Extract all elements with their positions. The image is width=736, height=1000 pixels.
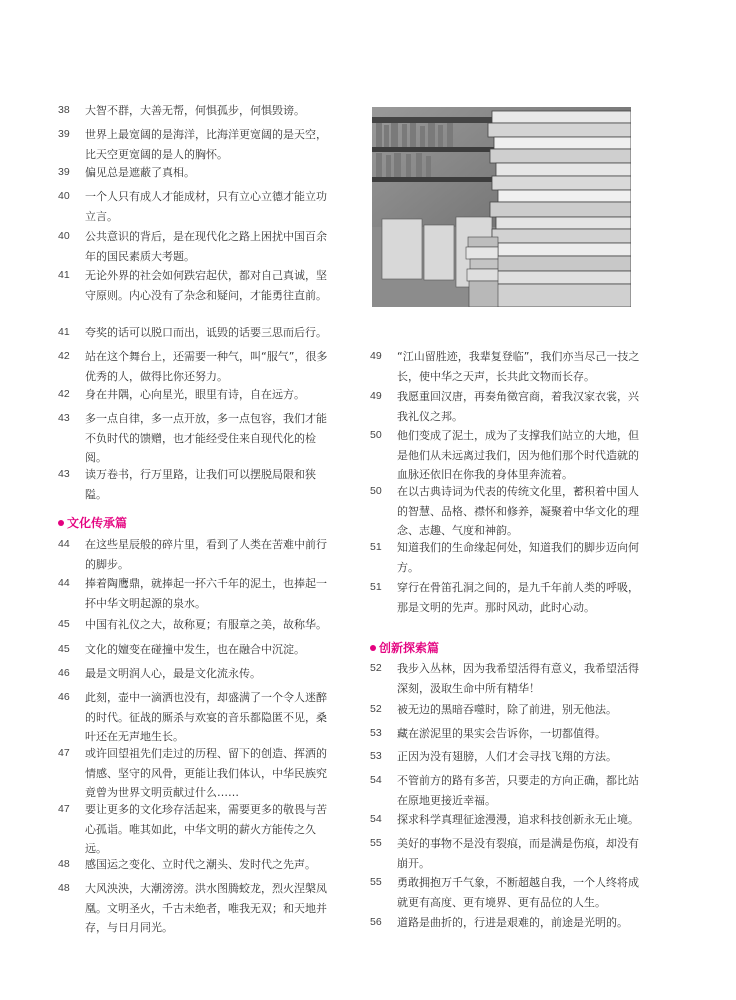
quote-text: 藏在淤泥里的果实会告诉你，一切都值得。 [397, 727, 606, 740]
quote-text: 探求科学真理征途漫漫，追求科技创新永无止境。 [397, 813, 639, 826]
quote-number: 43 [58, 412, 70, 424]
quote-number: 45 [58, 643, 70, 655]
quote-text: 感国运之变化、立时代之潮头、发时代之先声。 [85, 858, 316, 871]
quote-item [58, 323, 333, 343]
quote-number: 53 [370, 727, 382, 739]
quote-number: 52 [370, 703, 382, 715]
quote-item [58, 688, 333, 747]
section-heading-culture [58, 515, 127, 531]
section-heading-innovation [370, 640, 439, 656]
quote-item [370, 771, 648, 810]
quote-number: 41 [58, 326, 70, 338]
quote-number: 48 [58, 858, 70, 870]
quote-item [58, 535, 333, 574]
quote-item [58, 664, 333, 684]
quote-item [58, 163, 333, 183]
quote-number: 42 [58, 388, 70, 400]
quote-number: 55 [370, 837, 382, 849]
quote-number: 45 [58, 618, 70, 630]
quote-item [58, 574, 333, 613]
quote-text: 身在井隅，心向星光，眼里有诗，自在远方。 [85, 388, 305, 401]
quote-number: 43 [58, 468, 70, 480]
quote-item [370, 578, 648, 617]
quote-text: 多一点自律，多一点开放，多一点包容，我们才能不负时代的馈赠，也才能经受住来自现代化的检阅。 [85, 412, 327, 464]
quote-text: 一个人只有成人才能成材，只有立心立德才能立功立言。 [85, 190, 327, 223]
quote-item [370, 659, 648, 698]
quote-text: 夸奖的话可以脱口而出，诋毁的话要三思而后行。 [85, 326, 327, 339]
quote-text: 知道我们的生命缘起何处，知道我们的脚步迈向何方。 [397, 541, 639, 574]
quote-text: 站在这个舞台上，还需要一种气，叫“服气”，很多优秀的人，做得比你还努力。 [85, 350, 328, 383]
quote-number: 54 [370, 774, 382, 786]
quote-item [58, 465, 333, 504]
quote-text: 美好的事物不是没有裂痕，而是满是伤痕，却没有崩开。 [397, 837, 639, 870]
quote-number: 48 [58, 882, 70, 894]
quote-item [58, 800, 333, 859]
quote-text: 被无边的黑暗吞噬时，除了前进，别无他法。 [397, 703, 617, 716]
quote-number: 49 [370, 350, 382, 362]
quote-item [58, 640, 333, 660]
quote-number: 52 [370, 662, 382, 674]
section-heading-label: 创新探索篇 [379, 641, 440, 655]
quote-item [58, 879, 333, 938]
quote-item [370, 913, 648, 933]
quote-text: 不管前方的路有多苦，只要走的方向正确，都比站在原地更接近幸福。 [397, 774, 639, 807]
quote-item [58, 744, 333, 803]
books-photo [372, 107, 631, 307]
quote-number: 38 [58, 104, 70, 116]
quote-number: 44 [58, 577, 70, 589]
quote-text: 大智不群，大善无帮，何惧孤步，何惧毁谤。 [85, 104, 305, 117]
quote-number: 51 [370, 541, 382, 553]
quote-item [370, 347, 648, 386]
quote-text: 他们变成了泥土，成为了支撑我们站立的大地，但是他们从未远离过我们，因为他们那个时代造就的血脉还依旧在你我的身体里奔流着。 [397, 429, 639, 481]
quote-number: 49 [370, 390, 382, 402]
quote-number: 39 [58, 128, 70, 140]
quote-number: 54 [370, 813, 382, 825]
quote-number: 53 [370, 750, 382, 762]
quote-item [58, 855, 333, 875]
quote-text: 穿行在骨笛孔洞之间的，是九千年前人类的呼吸，那是文明的先声。那时风动，此时心动。 [397, 581, 639, 614]
books-illustration [372, 107, 631, 307]
quote-text: 在这些星辰般的碎片里，看到了人类在苦难中前行的脚步。 [85, 538, 327, 571]
quote-number: 50 [370, 429, 382, 441]
quote-item [370, 538, 648, 577]
quote-item [370, 724, 648, 744]
quote-number: 46 [58, 667, 70, 679]
quote-item [370, 747, 648, 767]
quote-number: 39 [58, 166, 70, 178]
quote-item [370, 426, 648, 485]
section-heading-label: 文化传承篇 [67, 516, 128, 530]
quote-text: 此刻，壶中一滴洒也没有，却盛满了一个令人迷醉的时代。征战的厮杀与欢宴的音乐都隐匿不见，桑叶还在无声地生长。 [85, 691, 327, 743]
bullet-dot [58, 520, 64, 526]
quote-text: 捧着陶鹰鼎，就捧起一抔六千年的泥土，也捧起一抔中华文明起源的泉水。 [85, 577, 327, 610]
quote-text: 读万卷书，行万里路，让我们可以摆脱局限和狭隘。 [85, 468, 316, 501]
quote-text: 我步入丛林，因为我希望活得有意义，我希望活得深刻，汲取生命中所有精华！ [397, 662, 639, 695]
quote-item [58, 187, 333, 226]
quote-text: 偏见总是遮蔽了真相。 [85, 166, 195, 179]
quote-text: 正因为没有翅膀，人们才会寻找飞翔的方法。 [397, 750, 617, 763]
quote-item [58, 227, 333, 266]
quote-number: 50 [370, 485, 382, 497]
quote-number: 42 [58, 350, 70, 362]
quote-number: 41 [58, 269, 70, 281]
quote-item [58, 266, 333, 305]
quote-item [370, 700, 648, 720]
quote-number: 56 [370, 916, 382, 928]
quote-item [58, 615, 333, 635]
quote-text: 大风泱泱，大潮滂滂。洪水图腾蛟龙，烈火涅槃凤凰。文明圣火，千古未绝者，唯我无双；和天地并存，与日月同光。 [85, 882, 327, 934]
quote-text: 我愿重回汉唐，再奏角徵宫商，着我汉家衣裳，兴我礼仪之邦。 [397, 390, 639, 423]
quote-item [370, 834, 648, 873]
quote-number: 55 [370, 876, 382, 888]
quote-number: 51 [370, 581, 382, 593]
quote-item [370, 873, 648, 912]
quote-text: 公共意识的背后，是在现代化之路上困扰中国百余年的国民素质大考题。 [85, 230, 327, 263]
quote-item [58, 347, 333, 386]
quote-text: 中国有礼仪之大，故称夏；有服章之美，故称华。 [85, 618, 327, 631]
quote-text: “江山留胜迹，我辈复登临”，我们亦当尽己一技之长，使中华之天声，长共此文物而长存。 [397, 350, 640, 383]
quote-item [370, 482, 648, 541]
quote-number: 47 [58, 747, 70, 759]
quote-text: 无论外界的社会如何跌宕起伏，都对自己真诚，坚守原则。内心没有了杂念和疑问，才能勇往直前。 [85, 269, 327, 302]
quote-text: 文化的嬗变在碰撞中发生，也在融合中沉淀。 [85, 643, 305, 656]
bullet-dot [370, 645, 376, 651]
quote-number: 40 [58, 190, 70, 202]
quote-number: 47 [58, 803, 70, 815]
quote-number: 44 [58, 538, 70, 550]
quote-number: 40 [58, 230, 70, 242]
quote-text: 道路是曲折的，行进是艰难的，前途是光明的。 [397, 916, 628, 929]
quote-text: 在以古典诗词为代表的传统文化里，蓄积着中国人的智慧、品格、襟怀和修养，凝聚着中华文化的理念、志趣、气度和神韵。 [397, 485, 639, 537]
quote-item [58, 125, 333, 164]
quote-number: 46 [58, 691, 70, 703]
quote-item [370, 810, 648, 830]
quote-item [370, 387, 648, 426]
quote-item [58, 409, 333, 468]
quote-text: 最是文明润人心，最是文化流永传。 [85, 667, 261, 680]
quote-text: 要让更多的文化珍存活起来，需要更多的敬畏与苦心孤诣。唯其如此，中华文明的薪火方能传之久远。 [85, 803, 327, 855]
quote-item [58, 101, 333, 121]
quote-text: 或许回望祖先们走过的历程、留下的创造、挥洒的情感、坚守的风骨，更能让我们体认，中华民族究竟曾为世界文明贡献过什么…… [85, 747, 327, 799]
quote-text: 勇敢拥抱万千气象，不断超越自我，一个人终将成就更有高度、更有境界、更有品位的人生。 [397, 876, 639, 909]
quote-text: 世界上最宽阔的是海洋，比海洋更宽阔的是天空，比天空更宽阔的是人的胸怀。 [85, 128, 327, 161]
quote-item [58, 385, 333, 405]
